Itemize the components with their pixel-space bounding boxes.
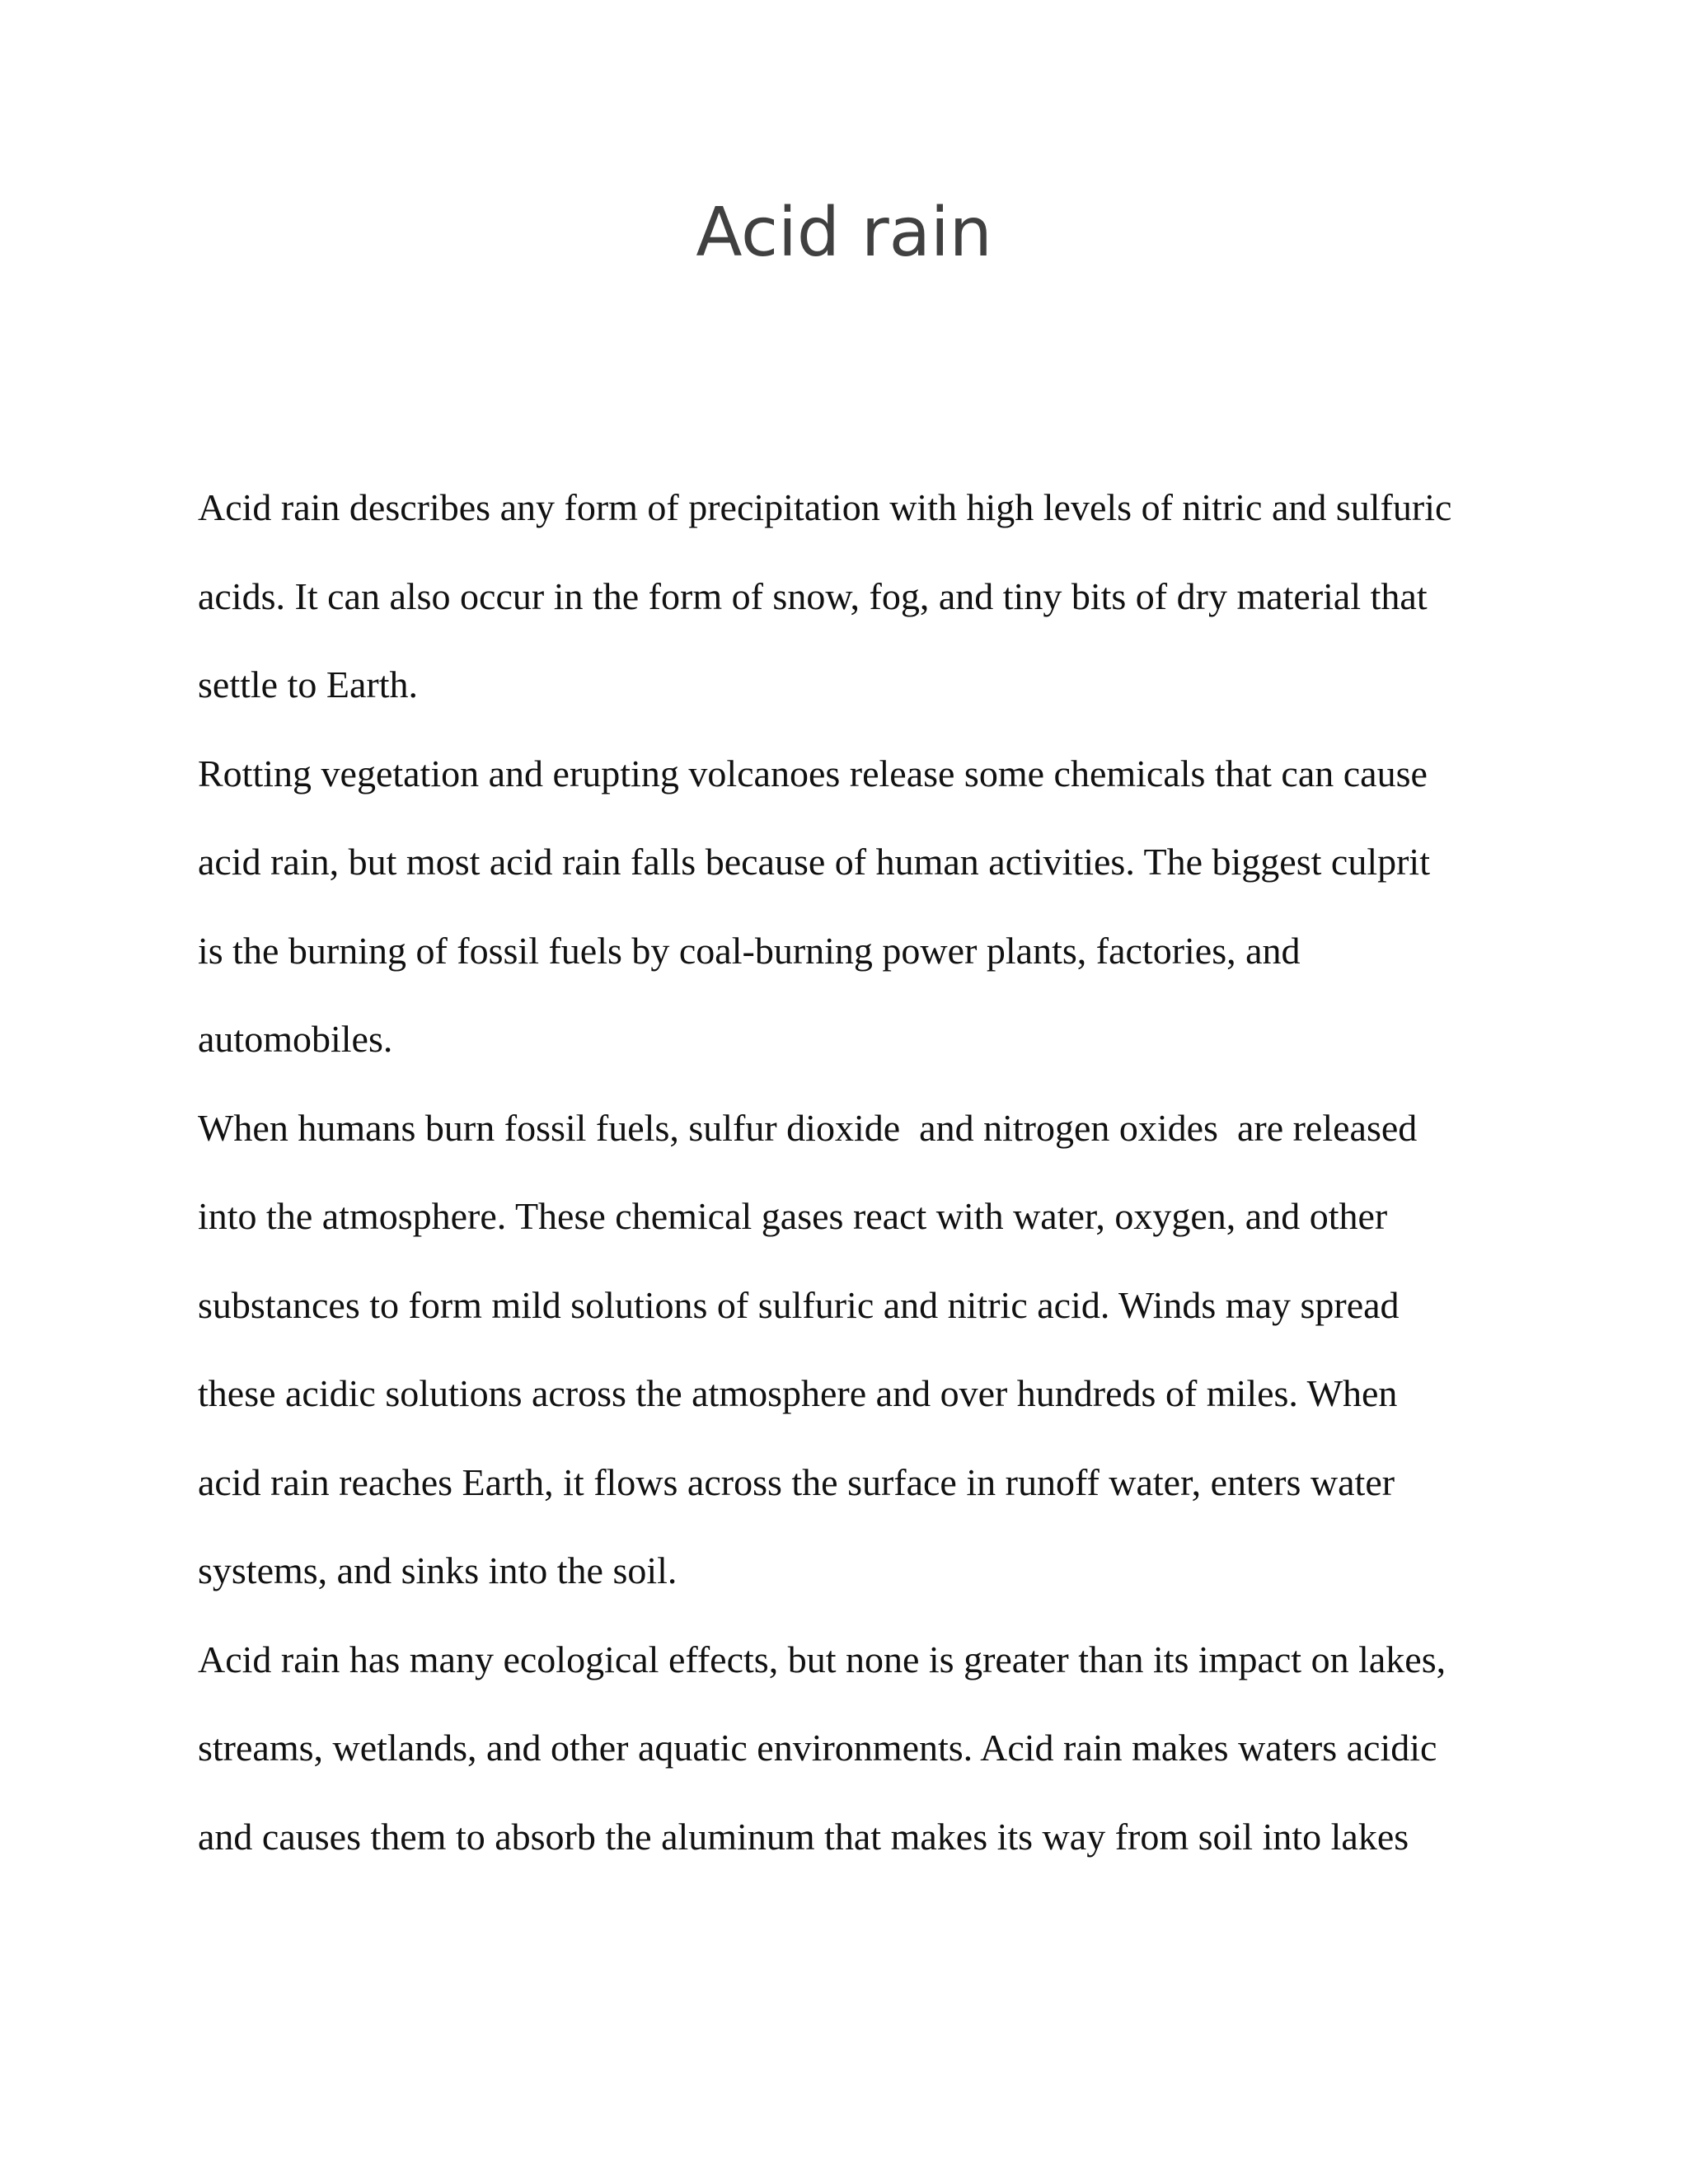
text-line: acids. It can also occur in the form of snow, fog, and tiny bits of dry material that xyxy=(198,574,1428,617)
text-line: into the atmosphere. These chemical gases react with water, oxygen, and other xyxy=(198,1195,1388,1237)
text-line: systems, and sinks into the soil. xyxy=(198,1549,678,1591)
text-line: When humans burn fossil fuels, sulfur dioxide and nitrogen oxides are released xyxy=(198,1106,1418,1149)
text-line: settle to Earth. xyxy=(198,663,418,705)
page-title: Acid rain xyxy=(696,194,992,272)
text-line: streams, wetlands, and other aquatic environments. Acid rain makes waters acidic xyxy=(198,1727,1437,1769)
text-line: Acid rain describes any form of precipitation with high levels of nitric and sulfuric xyxy=(198,486,1452,528)
text-line: automobiles. xyxy=(198,1018,393,1060)
text-line: Acid rain has many ecological effects, but none is greater than its impact on lakes, xyxy=(198,1638,1447,1680)
text-line: acid rain, but most acid rain falls because of human activities. The biggest culprit xyxy=(198,841,1430,883)
text-line: and causes them to absorb the aluminum that makes its way from soil into lakes xyxy=(198,1815,1409,1858)
text-line: acid rain reaches Earth, it flows across the surface in runoff water, enters water xyxy=(198,1460,1395,1503)
text-line: these acidic solutions across the atmosphere and over hundreds of miles. When xyxy=(198,1372,1398,1414)
body-text xyxy=(198,463,1484,1881)
text-line: Rotting vegetation and erupting volcanoes release some chemicals that can cause xyxy=(198,752,1428,794)
text-line: is the burning of fossil fuels by coal-burning power plants, factories, and xyxy=(198,929,1301,972)
text-line: substances to form mild solutions of sulfuric and nitric acid. Winds may spread xyxy=(198,1283,1400,1326)
